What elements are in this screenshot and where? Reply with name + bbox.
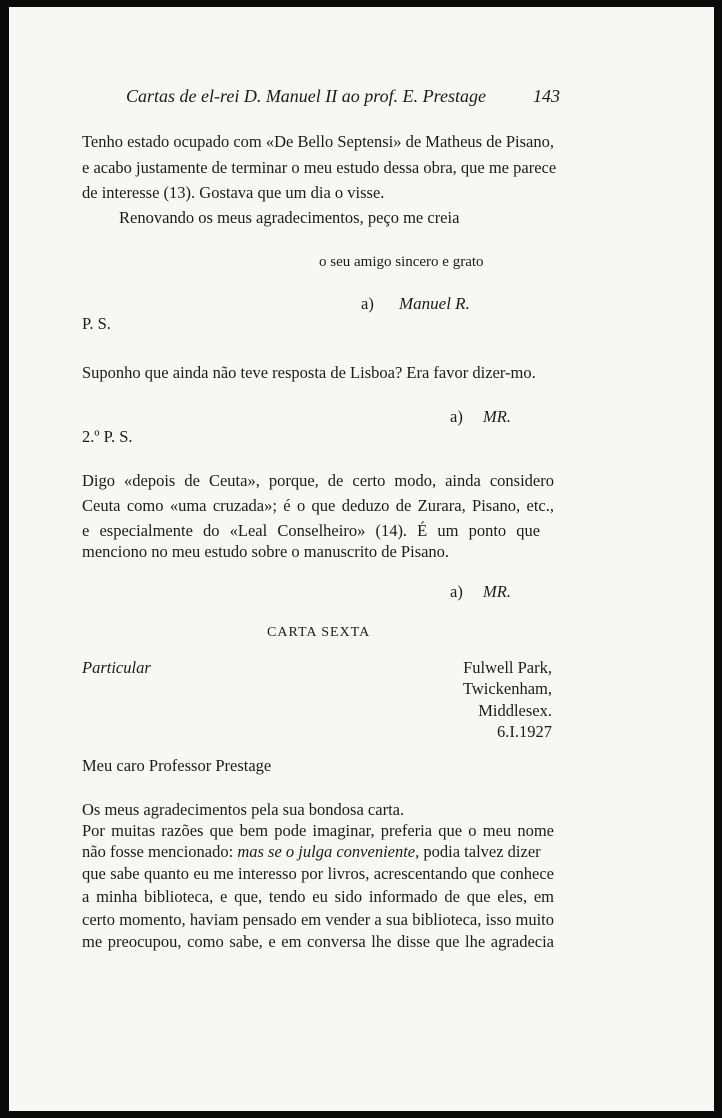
running-title: Cartas de el-rei D. Manuel II ao prof. E. Prestage bbox=[126, 86, 486, 106]
paragraph-line: e especialmente do «Leal Conselheiro» (14). É um ponto que bbox=[82, 521, 541, 540]
paragraph-line: a minha biblioteca, e que, tendo eu sido informado de que eles, em bbox=[82, 887, 554, 906]
book-page bbox=[9, 7, 714, 1111]
letter-marking: Particular bbox=[82, 658, 151, 677]
paragraph-line: de interesse (13). Gostava que um dia o visse. bbox=[82, 183, 385, 202]
signature-prefix: a) bbox=[361, 294, 374, 313]
signature-prefix: a) bbox=[450, 582, 463, 601]
paragraph-line: Tenho estado ocupado com «De Bello Septensi» de Matheus de Pisano, bbox=[82, 132, 554, 151]
salutation: Meu caro Professor Prestage bbox=[82, 756, 272, 775]
paragraph-line: Digo «depois de Ceuta», porque, de certo modo, ainda considero bbox=[82, 471, 554, 490]
paragraph-line: menciono no meu estudo sobre o manuscrito de Pisano. bbox=[82, 542, 450, 561]
paragraph-line: Os meus agradecimentos pela sua bondosa carta. bbox=[82, 800, 405, 819]
page-number: 143 bbox=[533, 86, 560, 106]
paragraph-line: e acabo justamente de terminar o meu estudo dessa obra, que me parece bbox=[82, 158, 557, 177]
closing-formula: o seu amigo sincero e grato bbox=[319, 254, 484, 270]
address-line: Middlesex. bbox=[478, 701, 552, 720]
address-line: Twickenham, bbox=[462, 679, 552, 698]
paragraph-line: me preocupou, como sabe, e em conversa lhe disse que lhe agradecia bbox=[82, 932, 554, 951]
signature-initials: MR. bbox=[483, 582, 511, 601]
address-line: Fulwell Park, bbox=[463, 658, 552, 677]
signature-prefix: a) bbox=[450, 407, 463, 426]
signature-initials: MR. bbox=[483, 407, 511, 426]
paragraph-line: Renovando os meus agradecimentos, peço me creia bbox=[119, 208, 460, 227]
letter-heading: CARTA SEXTA bbox=[267, 625, 371, 640]
paragraph-line: Por muitas razões que bem pode imaginar, preferia que o meu nome bbox=[82, 821, 554, 840]
signature: Manuel R. bbox=[399, 294, 470, 313]
paragraph-line: não fosse mencionado: mas se o julga conveniente, podia talvez dizer bbox=[82, 842, 541, 861]
italic-phrase: mas se o julga conveniente, bbox=[237, 842, 420, 861]
paragraph-line: certo momento, haviam pensado em vender a sua biblioteca, isso muito bbox=[82, 910, 554, 929]
letter-date: 6.I.1927 bbox=[497, 722, 552, 741]
paragraph-line: que sabe quanto eu me interesso por livros, acrescentando que conhece bbox=[82, 864, 554, 883]
postscript-label: 2.º P. S. bbox=[82, 427, 133, 446]
postscript-label: P. S. bbox=[82, 314, 111, 333]
paragraph-line: Ceuta como «uma cruzada»; é o que deduzo de Zurara, Pisano, etc., bbox=[82, 496, 554, 515]
postscript-text: Suponho que ainda não teve resposta de Lisboa? Era favor dizer-mo. bbox=[82, 363, 536, 382]
